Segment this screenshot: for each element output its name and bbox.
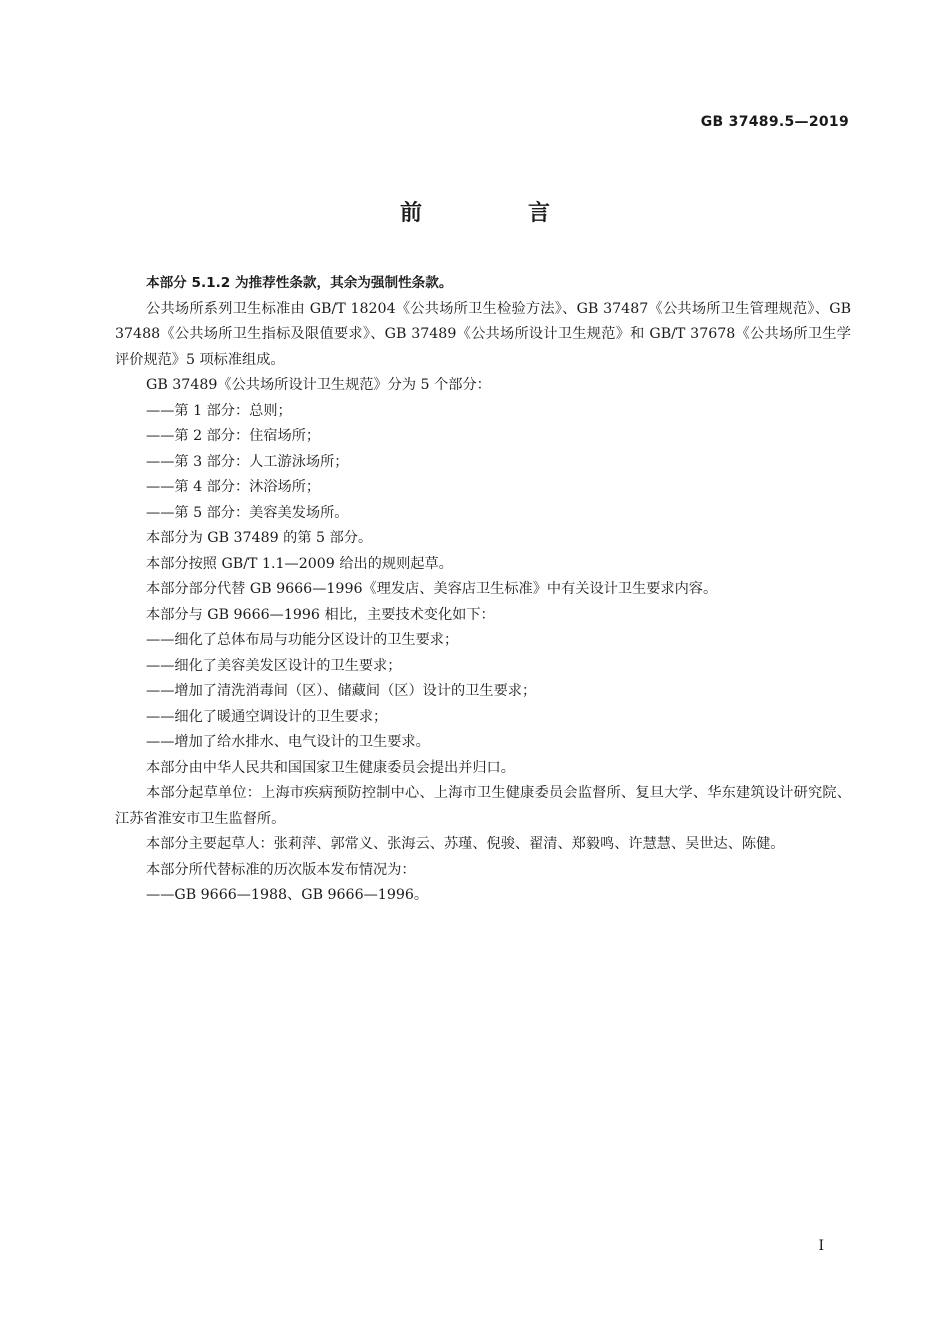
drafters-paragraph: 本部分主要起草人：张莉萍、郭常义、张海云、苏瑾、倪骏、翟清、郑毅鸣、许慧慧、吴世达、陈健。: [146, 836, 785, 852]
drafting-units-paragraph: 本部分起草单位：上海市疾病预防控制中心、上海市卫生健康委员会监督所、复旦大学、华东建筑设计研究院、江苏省淮安市卫生监督所。: [115, 785, 851, 827]
list-item: ——细化了暖通空调设计的卫生要求；: [146, 708, 388, 725]
series-intro-paragraph: 公共场所系列卫生标准由 GB/T 18204《公共场所卫生检验方法》、GB 37487《公共场所卫生管理规范》、GB 37488《公共场所卫生指标及限值要求》、GB 37489《公共场所设计卫生规范》和 GB/T 37678《公共场所卫生学评价规范》5 项标准组成。: [115, 300, 851, 368]
list-item: ——第 4 部分：沐浴场所；: [146, 479, 321, 495]
list-item: ——GB 9666—1988、GB 9666—1996。: [146, 887, 429, 903]
page-number: I: [818, 1238, 824, 1254]
body-paragraph: 本部分部分代替 GB 9666—1996《理发店、美容店卫生标准》中有关设计卫生要求内容。: [146, 581, 718, 597]
body-paragraph: 本部分与 GB 9666—1996 相比，主要技术变化如下：: [146, 606, 495, 623]
list-item: ——第 1 部分：总则；: [146, 402, 292, 419]
page-title: 前 言: [399, 201, 592, 226]
body-paragraph: 本部分按照 GB/T 1.1—2009 给出的规则起草。: [146, 555, 453, 572]
body-paragraph: 本部分由中华人民共和国国家卫生健康委员会提出并归口。: [146, 759, 515, 776]
list-item: ——第 2 部分：住宿场所；: [146, 428, 321, 444]
clause-note-paragraph: 本部分 5.1.2 为推荐性条款，其余为强制性条款。: [146, 275, 453, 291]
document-body: [115, 271, 851, 909]
list-item: ——第 3 部分：人工游泳场所；: [146, 453, 349, 470]
list-item: ——细化了美容美发区设计的卫生要求；: [146, 657, 402, 674]
list-item: ——第 5 部分：美容美发场所。: [146, 504, 349, 521]
body-paragraph: 本部分为 GB 37489 的第 5 部分。: [146, 530, 373, 546]
body-paragraph: 本部分所代替标准的历次版本发布情况为：: [146, 861, 416, 878]
list-item: ——增加了清洗消毒间（区）、储藏间（区）设计的卫生要求；: [146, 683, 537, 699]
list-item: ——细化了总体布局与功能分区设计的卫生要求；: [146, 632, 459, 648]
list-item: ——增加了给水排水、电气设计的卫生要求。: [146, 734, 430, 750]
parts-intro-paragraph: GB 37489《公共场所设计卫生规范》分为 5 个部分：: [146, 377, 491, 393]
standard-code: GB 37489.5—2019: [700, 114, 849, 130]
